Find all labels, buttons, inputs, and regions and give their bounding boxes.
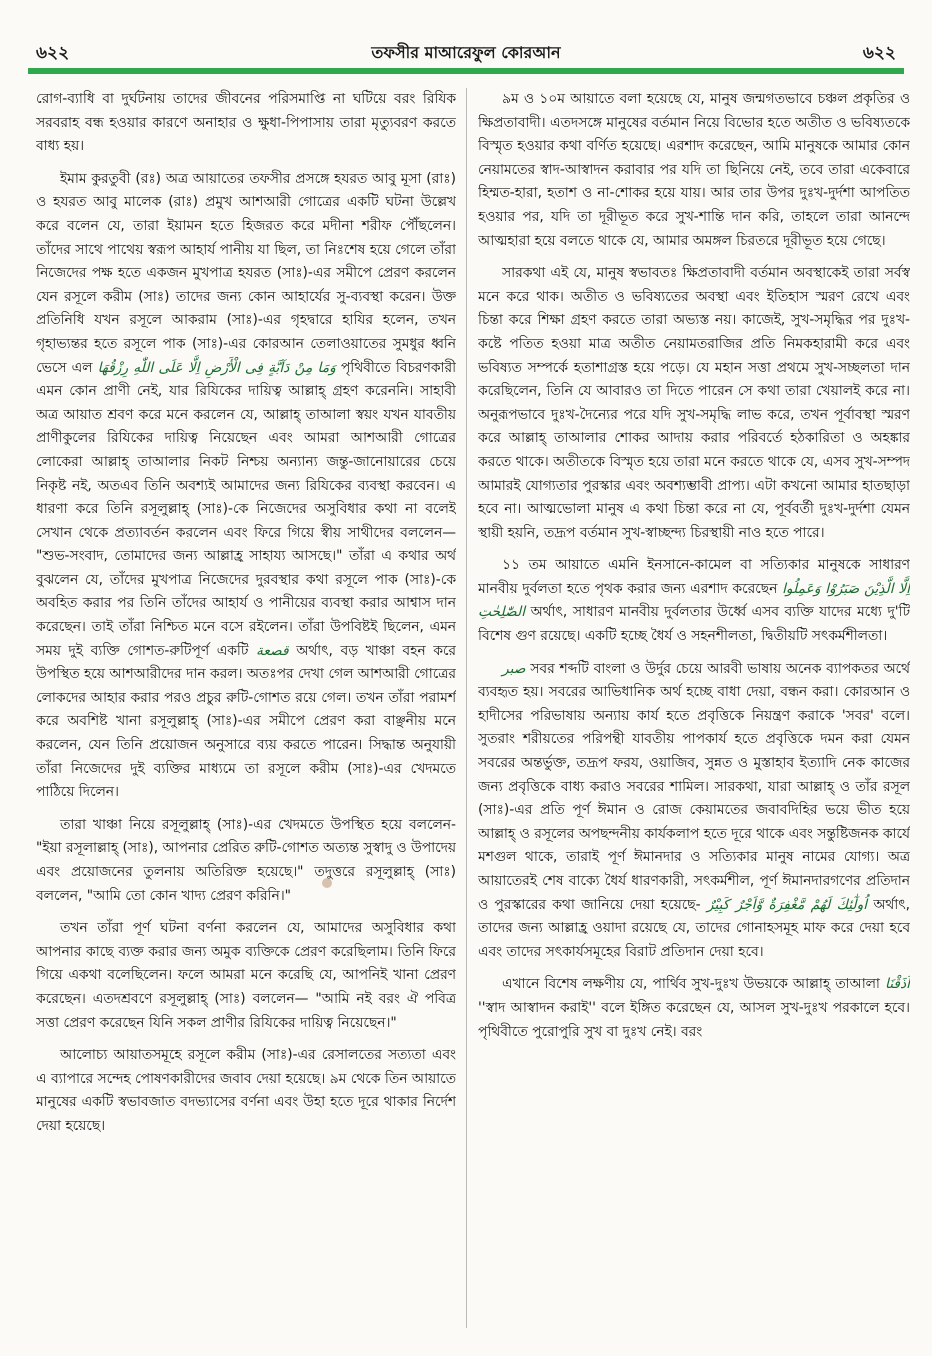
left-column bbox=[36, 88, 456, 1333]
paragraph: আলোচ্য আয়াতসমূহে রসূলে করীম (সাঃ)-এর রেসালতের সত্যতা এবং এ ব্যাপারে সন্দেহ পোষণকারীদের জবাব দেয়া হয়েছে। ৯ম থেকে তিন আয়াতে মানুষের একটি স্বভাবজাত বদভ্যাসের বর্ণনা এবং উহা হতে দূরে থাকার নির্দেশ দেয়া হয়েছে। bbox=[36, 1047, 456, 1134]
right-column bbox=[478, 88, 910, 1333]
paragraph: তারা খাঞ্চা নিয়ে রসূলুল্লাহ্ (সাঃ)-এর খেদমতে উপস্থিত হয়ে বললেন- "ইয়া রসূলাল্লাহ্ (সাঃ), আপনার প্রেরিত রুটি-গোশত অত্যন্ত সুস্বাদু ও উপাদেয় এবং প্রয়োজনের তুলনায় অতিরিক্ত হয়েছে।" তদুত্তরে রসূলুল্লাহ্ (সাঃ) বললেন, "আমি তো কোন খাদ্য প্রেরণ করিনি।" bbox=[36, 816, 456, 904]
arabic-word: اَذَقْنَا bbox=[885, 976, 910, 993]
paragraph bbox=[478, 973, 910, 1044]
text: ১১ তম আয়াতে এমনি ইনসানে-কামেল বা সত্যিকার মানুষকে সাধারণ মানবীয় দুর্বলতা হতে পৃথক করার জন্য এরশাদ করেছেন bbox=[478, 557, 910, 597]
header-rule bbox=[28, 68, 904, 74]
text: অর্থাৎ, সাধারণ মানবীয় দুর্বলতার উর্ধ্বে এসব ব্যক্তি যাদের মধ্যে দু'টি বিশেষ গুণ রয়েছে। একটি হচ্ছে ধৈর্য ও সহনশীলতা, দ্বিতীয়টি সৎকর্মশীলতা। bbox=[478, 604, 910, 645]
page-number-right: ৬২২ bbox=[862, 43, 896, 63]
paper-stain bbox=[322, 878, 332, 888]
page-header bbox=[28, 34, 904, 74]
text: এখানে বিশেষ লক্ষণীয় যে, পার্থিব সুখ-দুঃখ উভয়কে আল্লাহ্ তাআলা bbox=[502, 976, 880, 993]
text: অর্থাৎ, তাদের জন্য আল্লাহ্র ওয়াদা রয়েছে যে, তাদের গোনাহসমূহ মাফ করে দেয়া হবে এবং তাদের সৎকার্যসমূহের বিরাট প্রতিদান দেয়া হবে। bbox=[478, 896, 910, 960]
text: সবর শব্দটি বাংলা ও উর্দুর চেয়ে আরবী ভাষায় অনেক ব্যাপকতর অর্থে ব্যবহৃত হয়। সবরের আভিধানিক অর্থ হচ্ছে বাধা দেয়া, বন্ধন করা। কোরআন ও হাদীসের পরিভাষায় অন্যায় কার্য হতে প্রবৃত্তিকে নিয়ন্ত্রণ করাকে 'সবর' বলে। সুতরাং শরীয়তের পরিপন্থী যাবতীয় পাপকার্য হতে প্রবৃত্তিকে দমন করা যেমন সবরের অন্তর্ভুক্ত, তদ্রূপ ফরয, ওয়াজিব, সুন্নত ও মুস্তাহাব ইত্যাদি নেক কাজের জন্য প্রবৃত্তিকে বাধ্য করাও সবরের শামিল। সারকথা, যারা আল্লাহ্ ও তাঁর রসূল (সাঃ)-এর প্রতি পূর্ণ ঈমান ও রোজ কেয়ামতের জবাবদিহির ভয়ে ভীত হয়ে আল্লাহ্ ও রসূলের অপছন্দনীয় কার্যকলাপ হতে দূরে থাকে এবং সন্তুষ্টিজনক কার্যে মশগুল থাকে, তারাই পূর্ণ ঈমানদার ও সত্যিকার মানুষ নামের যোগ্য। অত্র আয়াতেরই শেষ বাক্যে ধৈর্য ধারণকারী, সৎকর্মশীল, পূর্ণ ঈমানদারগণের প্রতিদান ও পুরস্কারের কথা জানিয়ে দেয়া হয়েছে- bbox=[478, 660, 910, 913]
arabic-word: قصعة bbox=[256, 642, 289, 659]
text: অর্থাৎ, বড় খাঞ্চা বহন করে উপস্থিত হয়ে আশআরীদের দান করল। অতঃপর দেখা গেল আশআরী গোত্রের লোকদের আহার করার পরও প্রচুর রুটি-গোশত রয়ে গেল। তখন তাঁরা পরামর্শ করে অবশিষ্ট খানা রসূলুল্লাহ্ (সাঃ)-এর সমীপে প্রেরণ করা বাঞ্ছনীয় মনে করলেন, যেন তিনি প্রয়োজন অনুসারে ব্যয় করতে পারেন। সিদ্ধান্ত অনুযায়ী তাঁরা নিজেদের দুই ব্যক্তির মাধ্যমে তা রসূলে করীম (সাঃ)-এর খেদমতে পাঠিয়ে দিলেন। bbox=[36, 642, 456, 801]
paragraph: সারকথা এই যে, মানুষ স্বভাবতঃ ক্ষিপ্রতাবাদী বর্তমান অবস্থাকেই তারা সর্বস্ব মনে করে থাক। অতীত ও ভবিষ্যতের অবস্থা এবং ইতিহাস স্মরণ রেখে এবং চিন্তা করে শিক্ষা গ্রহণ করতে তারা অভ্যস্ত নয়। কাজেই, সুখ-সমৃদ্ধির পর দুঃখ-কষ্টে পতিত হওয়া মাত্র অতীত নেয়ামতরাজির প্রতি নিমকহারামী করে এবং ভবিষ্যত সম্পর্কে হতাশাগ্রস্ত হয়ে পড়ে। যে মহান সত্তা প্রথমে সুখ-সচ্ছলতা দান করেছিলেন, তিনি যে আবারও তা দিতে পারেন সে কথা তারা খেয়ালই করে না। অনুরূপভাবে দুঃখ-দৈন্যের পরে যদি সুখ-সমৃদ্ধি লাভ করে, তখন পূর্বাবস্থা স্মরণ করে আল্লাহ্ তাআলার শোকর আদায় করার পরিবর্তে হঠকারিতা ও অহঙ্কার করতে থাকে। অতীতকে বিস্মৃত হয়ে তারা মনে করতে থাকে যে, এসব সুখ-সম্পদ আমারই যোগ্যতার পুরস্কার এবং অবশ্যম্ভাবী প্রাপ্য। এটা কখনো আমার হাতছাড়া হবে না। আত্মভোলা মানুষ এ কথা চিন্তা করে না যে, পূর্ববর্তী দুঃখ-দুর্দশা যেমন স্থায়ী হয়নি, তদ্রূপ বর্তমান সুখ-স্বাচ্ছন্দ্য চিরস্থায়ী নাও হতে পারে। bbox=[478, 265, 910, 541]
column-divider bbox=[466, 88, 467, 1328]
paragraph bbox=[478, 554, 910, 648]
arabic-word: صبر bbox=[502, 660, 526, 677]
paragraph bbox=[36, 168, 456, 805]
paragraph bbox=[478, 658, 910, 965]
text: ''স্বাদ আস্বাদন করাই'' বলে ইঙ্গিত করেছেন যে, আসল সুখ-দুঃখ পরকালে হবে। পৃথিবীতে পুরোপুরি সুখ বা দুঃখ নেই। বরং bbox=[478, 999, 910, 1040]
arabic-verse: اِلَّا الَّذِيْنَ صَبَرُوْا وَعَمِلُوا الصّٰلِحٰتِ bbox=[478, 580, 910, 621]
paragraph: তখন তাঁরা পূর্ণ ঘটনা বর্ণনা করলেন যে, আমাদের অসুবিধার কথা আপনার কাছে ব্যক্ত করার জন্য অমুক ব্যক্তিকে প্রেরণ করেছিলাম। তিনি ফিরে গিয়ে একথা বলেছিলেন। ফলে আমরা মনে করেছি যে, আপনিই খানা প্রেরণ করেছেন। এতদশ্রবণে রসূলুল্লাহ্ (সাঃ) বললেন— "আমি নই বরং ঐ পবিত্র সত্তা প্রেরণ করেছেন যিনি সকল প্রাণীর রিযিকের দায়িত্ব নিয়েছেন।" bbox=[36, 920, 456, 1031]
paragraph: রোগ-ব্যাধি বা দুর্ঘটনায় তাদের জীবনের পরিসমাপ্তি না ঘটিয়ে বরং রিযিক সরবরাহ বন্ধ হওয়ার কারণে অনাহার ও ক্ষুধা-পিপাসায় তারা মৃত্যুবরণ করতে বাধ্য হয়। bbox=[36, 91, 456, 155]
page-number-left: ৬২২ bbox=[36, 43, 70, 63]
text: ইমাম কুরতুবী (রঃ) অত্র আয়াতের তফসীর প্রসঙ্গে হযরত আবু মূসা (রাঃ) ও হযরত আবু মালেক (রাঃ) প্রমুখ আশআরী গোত্রের একটি ঘটনা উল্লেখ করে বলেন যে, তারা ইয়ামন হতে হিজরত করে মদীনা শরীফ পৌঁছলেন। তাঁদের সাথে পাথেয় স্বরূপ আহার্য পানীয় যা ছিল, তা নিঃশেষ হয়ে গেলে তাঁরা নিজেদের পক্ষ হতে একজন মুখপাত্র হযরত (সাঃ)-এর সমীপে প্রেরণ করলেন যেন রসূলে করীম (সাঃ) তাদের জন্য কোন আহার্যের সু-ব্যবস্থা করেন। উক্ত প্রতিনিধি যখন রসূলে আকরাম (সাঃ)-এর গৃহদ্বারে হাযির হলেন, তখন গৃহাভ্যন্তর হতে রসূলে পাক (সাঃ)-এর কোরআন তেলাওয়াতের সুমধুর ধ্বনি ভেসে এল bbox=[36, 170, 456, 376]
arabic-verse: وَمَا مِنْ دَآبَّةٍ فِى الْأَرْضِ اِلَّا عَلَى اللّٰهِ رِزْقُهَا bbox=[97, 359, 336, 376]
text: পৃথিবীতে বিচরণকারী এমন কোন প্রাণী নেই, যার রিযিকের দায়িত্ব আল্লাহ্ গ্রহণ করেননি। সাহাবী অত্র আয়াত শ্রবণ করে মনে করলেন যে, আল্লাহ্ তাআলা স্বয়ং যখন যাবতীয় প্রাণীকুলের রিযিকের দায়িত্ব নিয়েছেন এবং আমরা আশআরী গোত্রের লোকেরা আল্লাহ্ তাআলার নিকট নিশ্চয় অন্যান্য জন্তু-জানোয়ারের চেয়ে নিকৃষ্ট নই, অতএব তিনি অবশ্যই আমাদের জন্য রিযিকের ব্যবস্থা করবেন। এ ধারণা করে তিনি রসূলুল্লাহ্ (সাঃ)-কে নিজেদের অসুবিধার কথা না বলেই সেখান থেকে প্রত্যাবর্তন করলেন এবং ফিরে গিয়ে স্বীয় সাথীদের বললেন— "শুভ-সংবাদ, তোমাদের জন্য আল্লাহ্র সাহায্য আসছে।" তাঁরা এ কথার অর্থ বুঝলেন যে, তাঁদের মুখপাত্র নিজেদের দুরবস্থার কথা রসূলে পাক (সাঃ)-কে অবহিত করার পর তিনি তাঁদের আহার্য ও পানীয়ের ব্যবস্থা করার আশ্বাস দান করেছেন। তাই তাঁরা নিশ্চিত মনে বসে রইলেন। তাঁরা উপবিষ্টই ছিলেন, এমন সময় দুই ব্যক্তি গোশত-রুটিপূর্ণ একটি bbox=[36, 359, 456, 659]
arabic-verse: اُولٰٓئِكَ لَهُمْ مَّغْفِرَةٌ وَّاَجْرٌ كَبِيْرٌ bbox=[706, 896, 868, 913]
paragraph: ৯ম ও ১০ম আয়াতে বলা হয়েছে যে, মানুষ জন্মগতভাবে চঞ্চল প্রকৃতির ও ক্ষিপ্রতাবাদী। এতদসঙ্গে মানুষের বর্তমান নিয়ে বিভোর হতে অতীত ও ভবিষ্যতকে বিস্মৃত হওয়ার কথা বর্ণিত হয়েছে। এরশাদ করেছেন, আমি মানুষকে আমার কোন নেয়ামতের স্বাদ-আস্বাদন করাবার পর যদি তা ছিনিয়ে নেই, তবে তারা একেবারে হিম্মত-হারা, হতাশ ও না-শোকর হয়ে যায়। আর তার উপর দুঃখ-দুর্দশা আপতিত হওয়ার পর, যদি তা দূরীভূত করে সুখ-শান্তি দান করি, তাহলে তারা আনন্দে আত্মহারা হয়ে বলতে থাকে যে, আমার অমঙ্গল চিরতরে দূরীভূত হয়ে গেছে। bbox=[478, 91, 910, 249]
running-title: তফসীর মাআরেফুল কোরআন bbox=[371, 43, 561, 62]
